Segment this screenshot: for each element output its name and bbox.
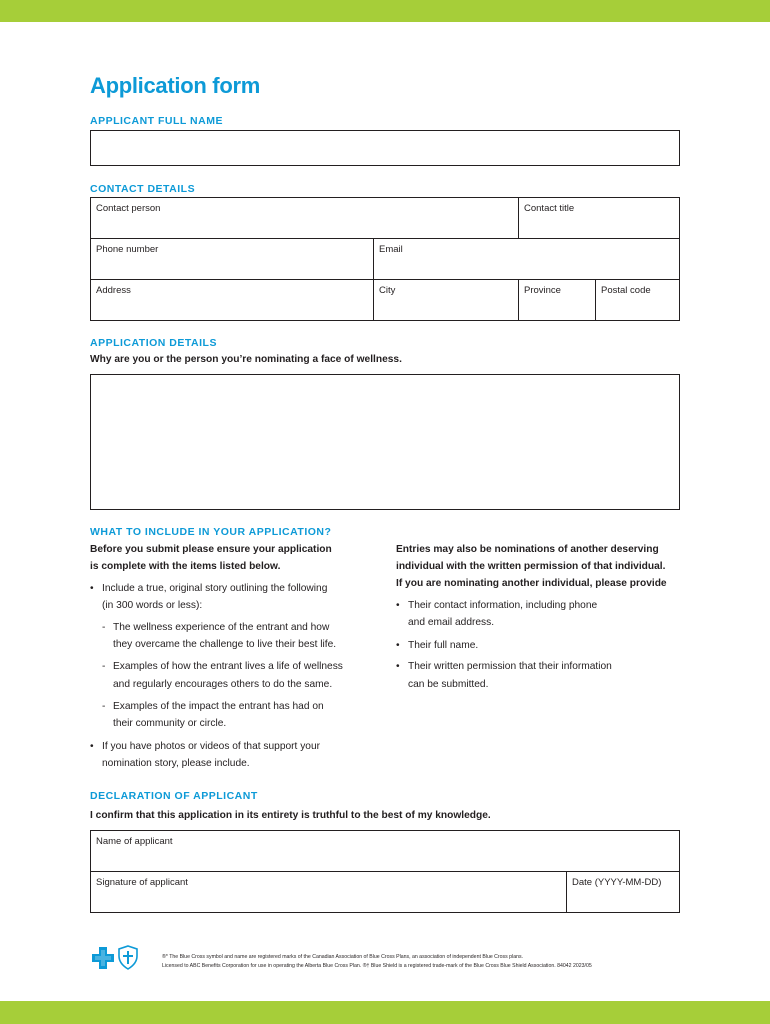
email-field[interactable]	[374, 239, 679, 280]
contact-title-label: Contact title	[524, 203, 575, 214]
declaration-heading: DECLARATION OF APPLICANT	[90, 790, 258, 802]
blue-cross-logo-icon	[92, 947, 114, 969]
signature-field[interactable]	[91, 872, 567, 912]
sub2-line-2: and regularly encourages others to do the same.	[113, 679, 333, 690]
right-intro-line-1: Entries may also be nominations of another deserving	[396, 544, 659, 555]
bullet-marker: •	[396, 600, 400, 611]
phone-number-label: Phone number	[96, 244, 159, 255]
left-intro-line-1: Before you submit please ensure your application	[90, 544, 332, 555]
city-label: City	[379, 285, 396, 296]
left-intro-line-2: is complete with the items listed below.	[90, 561, 281, 572]
bullet2-line-2: nomination story, please include.	[102, 758, 250, 769]
address-field[interactable]	[91, 280, 374, 320]
bullet-marker: •	[396, 640, 400, 651]
dash-marker: -	[102, 622, 106, 633]
contact-details-table	[90, 197, 680, 321]
application-details-heading: APPLICATION DETAILS	[90, 337, 217, 349]
sub2-line-1: Examples of how the entrant lives a life of wellness	[113, 661, 343, 672]
date-label: Date (YYYY-MM-DD)	[572, 877, 662, 888]
right-intro-line-2: individual with the written permission of that individual.	[396, 561, 666, 572]
city-field[interactable]	[374, 280, 519, 320]
address-label: Address	[96, 285, 131, 296]
right-intro-line-3: If you are nominating another individual, please provide	[396, 578, 667, 589]
bullet1-line-2: (in 300 words or less):	[102, 600, 203, 611]
applicant-name-heading: APPLICANT FULL NAME	[90, 115, 223, 127]
contact-title-field[interactable]	[519, 198, 679, 239]
dash-marker: -	[102, 701, 106, 712]
rbullet3-line-2: can be submitted.	[408, 679, 489, 690]
signature-label: Signature of applicant	[96, 877, 188, 888]
application-question: Why are you or the person you’re nominating a face of wellness.	[90, 354, 402, 365]
province-label: Province	[524, 285, 561, 296]
bullet1-line-1: Include a true, original story outlining the following	[102, 583, 328, 594]
bullet-marker: •	[90, 583, 94, 594]
applicant-name-field[interactable]	[91, 831, 679, 872]
declaration-statement: I confirm that this application in its entirety is truthful to the best of my knowledge.	[90, 810, 491, 821]
contact-person-field[interactable]	[91, 198, 519, 239]
rbullet1-line-2: and email address.	[408, 617, 495, 628]
email-label: Email	[379, 244, 403, 255]
contact-person-label: Contact person	[96, 203, 161, 214]
date-field[interactable]	[567, 872, 679, 912]
blue-shield-logo-icon	[118, 945, 138, 970]
rbullet3-line-1: Their written permission that their information	[408, 661, 612, 672]
postal-code-field[interactable]	[596, 280, 679, 320]
footer-legal-line-2: Licensed to ABC Benefits Corporation for use in operating the Alberta Blue Cross Plan. ®† Blue Shield is a registered trade-mark of the Blue Cross Blue Shield Association. 84042 2023/05	[162, 963, 592, 969]
applicant-full-name-field[interactable]	[90, 130, 680, 166]
phone-number-field[interactable]	[91, 239, 374, 280]
top-accent-bar	[0, 0, 770, 22]
bullet-marker: •	[90, 741, 94, 752]
province-field[interactable]	[519, 280, 596, 320]
bottom-accent-bar	[0, 1001, 770, 1024]
rbullet1-line-1: Their contact information, including phone	[408, 600, 598, 611]
bullet-marker: •	[396, 661, 400, 672]
bullet2-line-1: If you have photos or videos of that support your	[102, 741, 321, 752]
footer-legal-line-1: ®* The Blue Cross symbol and name are registered marks of the Canadian Association of Blue Cross Plans, an association of independent Blue Cross plans.	[162, 954, 523, 960]
application-details-textarea[interactable]	[90, 374, 680, 510]
sub1-line-2: they overcame the challenge to live their best life.	[113, 639, 337, 650]
dash-marker: -	[102, 661, 106, 672]
sub1-line-1: The wellness experience of the entrant and how	[113, 622, 330, 633]
contact-details-heading: CONTACT DETAILS	[90, 183, 196, 195]
sub3-line-1: Examples of the impact the entrant has had on	[113, 701, 324, 712]
postal-code-label: Postal code	[601, 285, 651, 296]
declaration-table	[90, 830, 680, 913]
applicant-name-label: Name of applicant	[96, 836, 173, 847]
page-title: Application form	[90, 73, 260, 98]
what-to-include-heading: WHAT TO INCLUDE IN YOUR APPLICATION?	[90, 526, 332, 538]
sub3-line-2: their community or circle.	[113, 718, 227, 729]
rbullet2-line-1: Their full name.	[408, 640, 479, 651]
